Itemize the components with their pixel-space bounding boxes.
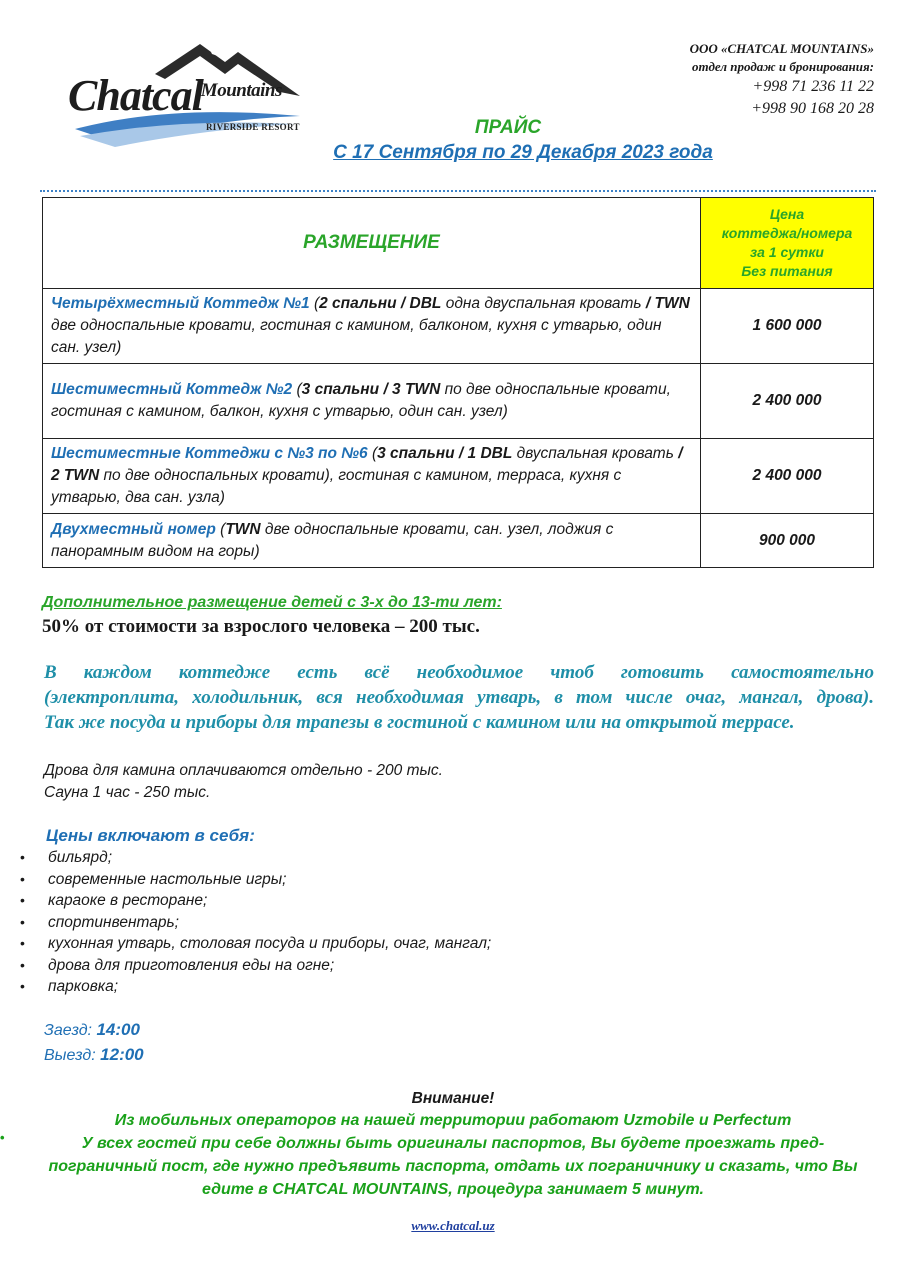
logo-subtitle: RIVERSIDE RESORT	[206, 122, 300, 132]
mobile-operators-note: Из мобильных операторов на нашей территории работают Uzmobile и Perfectum	[114, 1112, 792, 1129]
phone-1: +998 71 236 11 22	[752, 78, 874, 95]
extra-charges	[44, 760, 443, 804]
room-price: 1 600 000	[701, 289, 874, 364]
company-name: ООО «CHATCAL MOUNTAINS»	[689, 41, 874, 56]
includes-heading: Цены включают в себя:	[46, 826, 255, 845]
page-title: ПРАЙС	[474, 117, 542, 138]
list-item: • кухонная утварь, столовая посуда и приборы, очаг, мангал;	[0, 933, 491, 955]
list-item: • спортинвентарь;	[0, 912, 491, 934]
attention-heading: Внимание!	[411, 1090, 495, 1107]
table-header-row	[43, 198, 874, 289]
price-table	[42, 197, 874, 568]
table-row	[43, 439, 874, 514]
room-price: 2 400 000	[701, 439, 874, 514]
firewood-price: Дрова для камина оплачиваются отдельно - 200 тыс.	[44, 762, 443, 779]
list-item: • караоке в ресторане;	[0, 890, 491, 912]
room-description: Шестиместные Коттеджи с №3 по №6 (3 спальни / 1 DBL двуспальная кровать / 2 TWN по две односпальных кровати), гостиная с камином, терраса, кухня с утварью, два сан. узла)	[43, 439, 701, 514]
sales-department: отдел продаж и бронирования:	[692, 59, 874, 74]
room-description: Четырёхместный Коттедж №1 (2 спальни / DBL одна двуспальная кровать / TWN две односпальные кровати, гостиная с камином, балконом, кухня с утварью, один сан. узел)	[43, 289, 701, 364]
room-price: 2 400 000	[701, 364, 874, 439]
cottage-info: В каждом коттедже есть всё необходимое чтоб готовить самостоятельно (электроплита, холодильник, вся необходимая утварь, в том числе очаг, мангал, дрова). Так же посуда и приборы для трапезы в гостиной с камином или на открытой террасе.	[44, 662, 874, 733]
price-period: С 17 Сентября по 29 Декабря 2023 года	[333, 142, 713, 163]
table-row	[43, 289, 874, 364]
room-description: Двухместный номер (TWN две односпальные кровати, сан. узел, лоджия с панорамным видом на горы)	[43, 514, 701, 568]
includes-list	[0, 847, 491, 998]
list-item: • дрова для приготовления еды на огне;	[0, 955, 491, 977]
phone-2: +998 90 168 20 28	[751, 100, 874, 117]
list-item: • парковка;	[0, 976, 491, 998]
passport-note: У всех гостей при себе должны быть оригиналы паспортов, Вы будете проезжать пред-пограничный пост, где нужно предъявить паспорта, отдать их пограничнику и сказать, что Вы едите в CHATCAL MOUNTAINS, процедура занимает 5 минут.	[48, 1135, 858, 1198]
room-price: 900 000	[701, 514, 874, 568]
list-item: • современные настольные игры;	[0, 869, 491, 891]
header-accommodation: РАЗМЕЩЕНИЕ	[43, 198, 701, 289]
header-price: Цена коттеджа/номера за 1 сутки Без питания	[701, 198, 874, 289]
checkin-line: Заезд: 14:00	[44, 1020, 140, 1039]
website-link[interactable]: www.chatcal.uz	[411, 1218, 495, 1233]
table-row	[43, 364, 874, 439]
table-row	[43, 514, 874, 568]
checkin-checkout	[44, 1018, 144, 1068]
sauna-price: Сауна 1 час - 250 тыс.	[44, 784, 211, 801]
logo-wordmark: ChatcalMountains	[68, 71, 282, 120]
attention-block	[0, 1088, 906, 1201]
room-description: Шестиместный Коттедж №2 (3 спальни / 3 TWN по две односпальные кровати, гостиная с камином, балкон, кухня с утварью, один сан. узел)	[43, 364, 701, 439]
kids-price-text: 50% от стоимости за взрослого человека – 200 тыс.	[42, 616, 480, 637]
kids-heading: Дополнительное размещение детей с 3-х до 13-ти лет:	[42, 594, 502, 611]
bullet-icon: •	[0, 1130, 5, 1145]
list-item: • бильярд;	[0, 847, 491, 869]
contact-block	[690, 40, 874, 120]
checkout-line: Выезд: 12:00	[44, 1045, 144, 1064]
page-title-block	[0, 116, 906, 166]
dotted-divider	[40, 190, 876, 192]
